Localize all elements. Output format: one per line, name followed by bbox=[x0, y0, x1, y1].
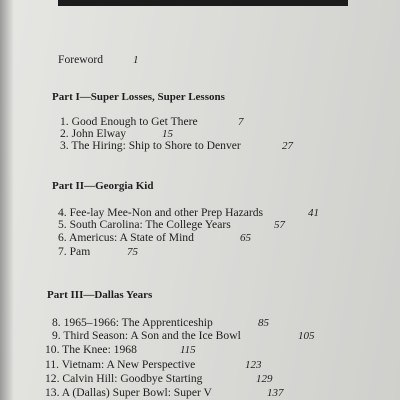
chapter-page-13: 137 bbox=[267, 387, 284, 399]
chapter-title-13: 13. A (Dallas) Super Bowl: Super V bbox=[45, 386, 212, 399]
chapter-page-12: 129 bbox=[256, 373, 273, 385]
chapter-title-10: 10. The Knee: 1968 bbox=[45, 343, 137, 356]
chapter-page-1: 7 bbox=[238, 116, 244, 128]
chapter-page-5: 57 bbox=[274, 219, 285, 231]
part-heading-3: Part III—Dallas Years bbox=[47, 289, 153, 301]
chapter-page-11: 123 bbox=[245, 359, 262, 371]
chapter-title-1: 1. Good Enough to Get There bbox=[60, 115, 198, 128]
part-heading-1: Part I—Super Losses, Super Lessons bbox=[52, 91, 225, 103]
chapter-page-2: 15 bbox=[162, 128, 173, 140]
chapter-title-8: 8. 1965–1966: The Apprenticeship bbox=[52, 316, 213, 329]
chapter-title-11: 11. Vietnam: A New Perspective bbox=[45, 358, 196, 371]
chapter-title-4: 4. Fee-lay Mee-Non and other Prep Hazards bbox=[58, 206, 264, 219]
part-heading-2: Part II—Georgia Kid bbox=[52, 180, 154, 192]
page-gutter-shadow bbox=[0, 0, 14, 400]
chapter-page-7: 75 bbox=[127, 246, 138, 258]
chapter-title-6: 6. Americus: A State of Mind bbox=[58, 231, 194, 244]
foreword-page: 1 bbox=[133, 54, 139, 66]
chapter-title-2: 2. John Elway bbox=[60, 127, 127, 140]
chapter-page-9: 105 bbox=[298, 330, 315, 342]
chapter-title-9: 9. Third Season: A Son and the Ice Bowl bbox=[52, 329, 241, 342]
header-rule bbox=[58, 0, 348, 6]
chapter-page-10: 115 bbox=[180, 344, 196, 356]
chapter-page-6: 65 bbox=[240, 232, 251, 244]
chapter-page-8: 85 bbox=[258, 317, 269, 329]
chapter-title-3: 3. The Hiring: Ship to Shore to Denver bbox=[60, 139, 241, 152]
chapter-page-3: 27 bbox=[282, 140, 293, 152]
chapter-title-12: 12. Calvin Hill: Goodbye Starting bbox=[45, 372, 203, 385]
chapter-title-5: 5. South Carolina: The College Years bbox=[58, 218, 231, 231]
chapter-title-7: 7. Pam bbox=[58, 245, 91, 258]
foreword-label: Foreword bbox=[58, 53, 104, 66]
chapter-page-4: 41 bbox=[308, 207, 319, 219]
